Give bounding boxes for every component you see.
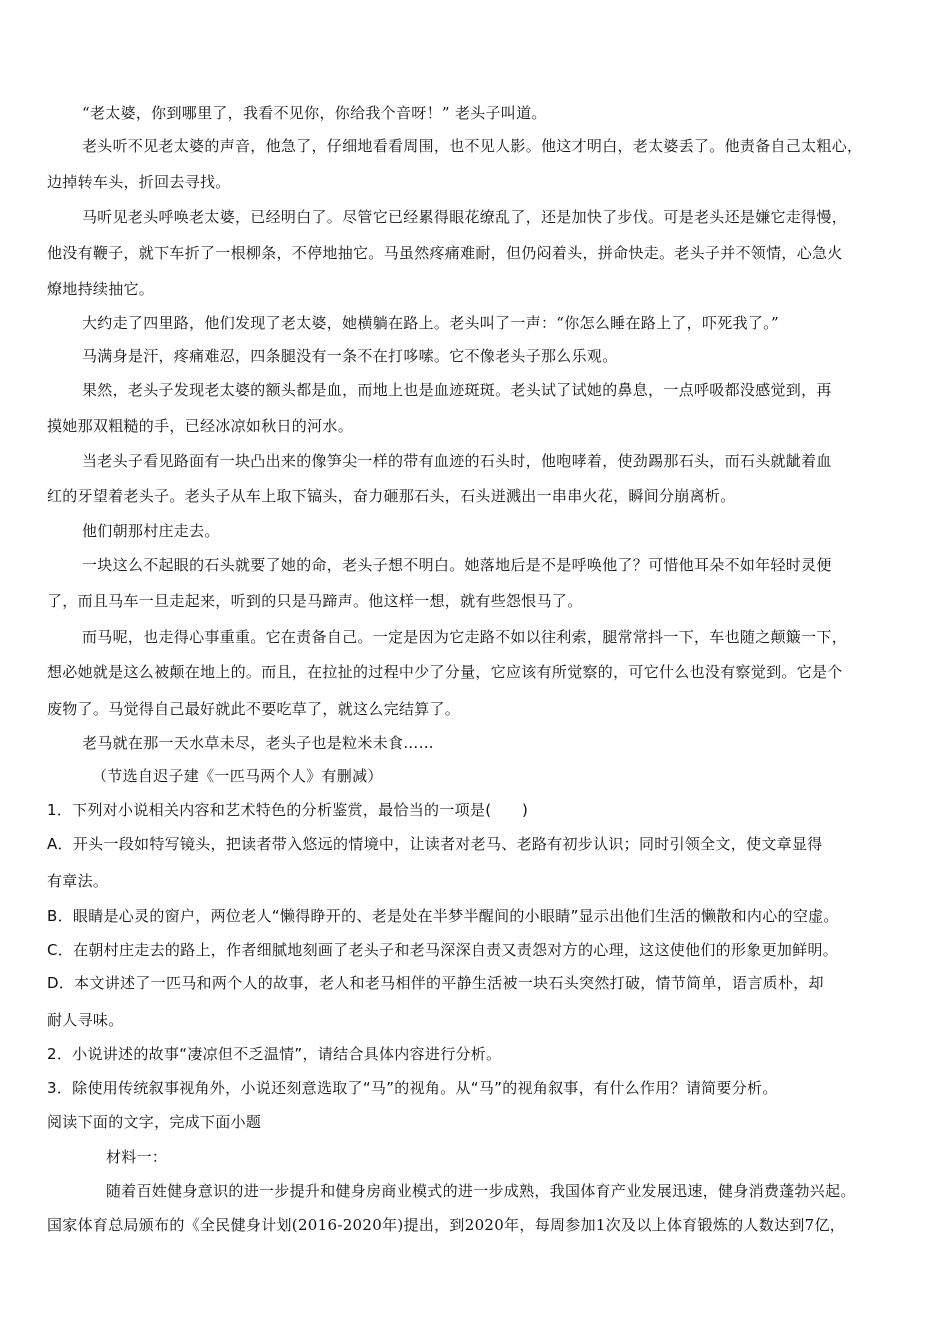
question-3: 3．除使用传统叙事视角外，小说还刻意选取了“马”的视角。从“马”的视角叙事，有什么作用？请简要分析。 bbox=[47, 1079, 778, 1097]
story-paragraph-11: 老马就在那一天水草未尽，老头子也是粒米未食…… bbox=[82, 734, 434, 752]
material-1-line-1: 随着百姓健身意识的进一步提升和健身房商业模式的进一步成熟，我国体育产业发展迅速，健身消费蓬勃兴起。 bbox=[106, 1182, 856, 1200]
question-2: 2．小说讲述的故事“凄凉但不乏温情”，请结合具体内容进行分析。 bbox=[47, 1045, 502, 1063]
story-paragraph-10-line-3: 废物了。马觉得自己最好就此不要吃草了，就这么完结算了。 bbox=[47, 700, 461, 718]
story-paragraph-3-line-1: 马听见老头呼唤老太婆，已经明白了。尽管它已经累得眼花缭乱了，还是加快了步伐。可是老头还是嫌它走得慢， bbox=[82, 208, 848, 226]
story-paragraph-4: 大约走了四里路，他们发现了老太婆，她横躺在路上。老头叫了一声：“你怎么睡在路上了，吓死我了。” bbox=[82, 314, 779, 332]
question-1-option-d-line-2: 耐人寻味。 bbox=[47, 1011, 124, 1029]
story-paragraph-1: “老太婆，你到哪里了，我看不见你，你给我个音呀！” 老头子叫道。 bbox=[82, 104, 547, 122]
question-1-option-a-line-1: A．开头一段如特写镜头，把读者带入悠远的情境中，让读者对老马、老路有初步认识；同时引领全文，使文章显得 bbox=[47, 835, 823, 853]
question-1-stem: 1．下列对小说相关内容和艺术特色的分析鉴赏，最恰当的一项是( ) bbox=[47, 801, 529, 819]
question-1-option-b: B．眼睛是心灵的窗户，两位老人“懒得睁开的、老是处在半梦半醒间的小眼睛”显示出他们生活的懒散和内心的空虚。 bbox=[47, 907, 839, 925]
story-paragraph-7-line-1: 当老头子看见路面有一块凸出来的像笋尖一样的带有血迹的石头时，他咆哮着，使劲踢那石头，而石头就龇着血 bbox=[82, 452, 832, 470]
question-1-option-a-line-2: 有章法。 bbox=[47, 872, 109, 890]
story-paragraph-10-line-1: 而马呢，也走得心事重重。它在责备自己。一定是因为它走路不如以往利索，腿常常抖一下，车也随之颠簸一下， bbox=[82, 628, 848, 646]
story-paragraph-9-line-1: 一块这么不起眼的石头就要了她的命，老头子想不明白。她落地后是不是呼唤他了？可惜他耳朵不如年轻时灵便 bbox=[82, 556, 832, 574]
question-1-option-d-line-1: D．本文讲述了一匹马和两个人的故事，老人和老马相伴的平静生活被一块石头突然打破，情节简单，语言质朴，却 bbox=[47, 974, 824, 992]
story-paragraph-9-line-2: 了，而且马车一旦走起来，听到的只是马蹄声。他这样一想，就有些怨恨马了。 bbox=[47, 592, 583, 610]
story-paragraph-5: 马满身是汗，疼痛难忍，四条腿没有一条不在打哆嗦。它不像老头子那么乐观。 bbox=[82, 347, 618, 365]
story-paragraph-7-line-2: 红的牙望着老头子。老头子从车上取下镐头，奋力砸那石头，石头迸溅出一串串火花，瞬间分崩离析。 bbox=[47, 487, 736, 505]
story-paragraph-2-line-2: 边掉转车头，折回去寻找。 bbox=[47, 173, 231, 191]
material-1-line-2: 国家体育总局颁布的《全民健身计划(2016-2020年)提出，到2020年，每周参加1次及以上体育锻炼的人数达到7亿， bbox=[47, 1216, 846, 1234]
story-paragraph-8: 他们朝那村庄走去。 bbox=[82, 522, 220, 540]
story-paragraph-3-line-2: 他没有鞭子，就下车折了一根柳条，不停地抽它。马虽然疼痛难耐，但仍闷着头，拼命快走。老头子并不领情，心急火 bbox=[47, 244, 843, 262]
material-1-label: 材料一： bbox=[106, 1148, 168, 1166]
story-paragraph-3-line-3: 燎地持续抽它。 bbox=[47, 280, 155, 298]
story-paragraph-6-line-2: 摸她那双粗糙的手，已经冰凉如秋日的河水。 bbox=[47, 417, 354, 435]
story-paragraph-10-line-2: 想必她就是这么被颠在地上的。而且，在拉扯的过程中少了分量，它应该有所觉察的，可它什么也没有察觉到。它是个 bbox=[47, 663, 843, 681]
story-paragraph-2-line-1: 老头听不见老太婆的声音，他急了，仔细地看看周围，也不见人影。他这才明白，老太婆丢了。他责备自己太粗心， bbox=[82, 137, 863, 155]
reading-2-intro: 阅读下面的文字，完成下面小题 bbox=[47, 1113, 262, 1131]
question-1-option-c: C．在朝村庄走去的路上，作者细腻地刻画了老头子和老马深深自责又责怨对方的心理，这这使他们的形象更加鲜明。 bbox=[47, 941, 839, 959]
story-paragraph-6-line-1: 果然，老头子发现老太婆的额头都是血，而地上也是血迹斑斑。老头试了试她的鼻息，一点呼吸都没感觉到，再 bbox=[82, 381, 832, 399]
story-source: （节选自迟子建《一匹马两个人》有删减） bbox=[92, 767, 383, 785]
